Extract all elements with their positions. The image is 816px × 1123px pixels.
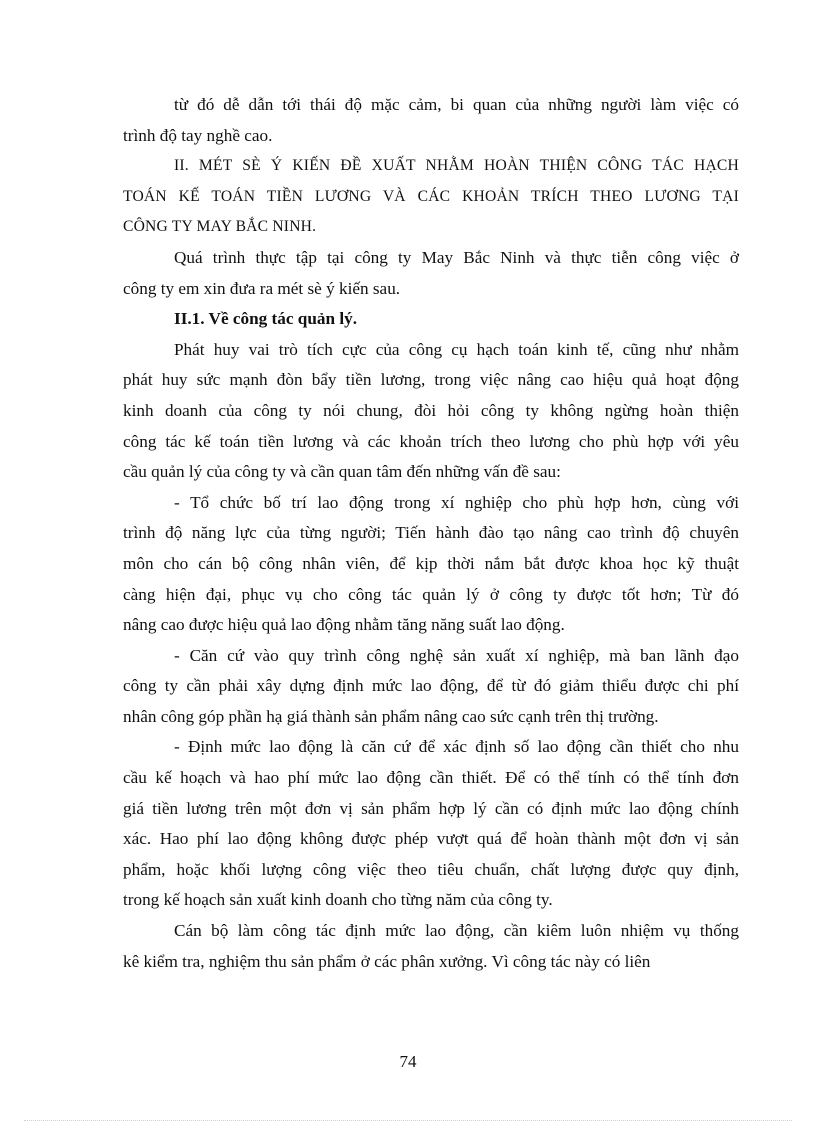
section-heading-line: CÔNG TY MAY BẮC NINH. bbox=[123, 218, 317, 236]
page-number: 74 bbox=[399, 1052, 417, 1071]
paragraph-line: Cán bộ làm công tác định mức lao động, cần kiêm luôn nhiệm vụ thống bbox=[174, 921, 739, 941]
paragraph-line: môn cho cán bộ công nhân viên, để kịp thời nắm bắt được khoa học kỹ thuật bbox=[123, 553, 739, 573]
paragraph-line: - Tổ chức bố trí lao động trong xí nghiệp cho phù hợp hơn, cùng với bbox=[174, 492, 739, 512]
subsection-heading: II.1. Về công tác quản lý. bbox=[174, 309, 358, 329]
paragraph-line: cầu kế hoạch và hao phí mức lao động cần thiết. Để có thể tính có thể tính đơn bbox=[123, 768, 739, 788]
paragraph-line: phát huy sức mạnh đòn bẩy tiền lương, trong việc nâng cao hiệu quả hoạt động bbox=[123, 370, 739, 390]
paragraph-line: trình độ tay nghề cao. bbox=[123, 125, 273, 145]
paragraph-line: nâng cao được hiệu quả lao động nhằm tăng năng suất lao động. bbox=[123, 615, 565, 635]
section-heading-line: TOÁN KẾ TOÁN TIỀN LƯƠNG VÀ CÁC KHOẢN TRÍCH THEO LƯƠNG TẠI bbox=[123, 187, 739, 205]
paragraph-line: giá tiền lương trên một đơn vị sản phẩm hợp lý cần có định mức lao động chính bbox=[123, 798, 739, 818]
paragraph-line: trong kế hoạch sản xuất kinh doanh cho từng năm của công ty. bbox=[123, 890, 553, 910]
body-text bbox=[123, 90, 739, 977]
paragraph-line: Quá trình thực tập tại công ty May Bắc Ninh và thực tiễn công việc ở bbox=[174, 247, 739, 267]
paragraph-line: nhân công góp phần hạ giá thành sản phẩm nâng cao sức cạnh trên thị trường. bbox=[123, 706, 659, 726]
paragraph-line: Phát huy vai trò tích cực của công cụ hạch toán kinh tế, cũng như nhằm bbox=[174, 339, 739, 359]
paragraph-line: công ty cần phải xây dựng định mức lao động, để từ đó giảm thiểu được chi phí bbox=[123, 676, 739, 696]
section-heading-line: II. MÉT SÈ Ý KIẾN ĐỀ XUẤT NHẰM HOÀN THIỆN CÔNG TÁC HẠCH bbox=[174, 157, 739, 175]
paragraph-line: công tác kế toán tiền lương và các khoản trích theo lương cho phù hợp với yêu bbox=[123, 431, 739, 451]
paragraph-line: xác. Hao phí lao động không được phép vượt quá để hoàn thành một đơn vị sản bbox=[123, 829, 739, 849]
paragraph-line: cầu quản lý của công ty và cần quan tâm đến những vấn đề sau: bbox=[123, 462, 561, 482]
paragraph-line: phẩm, hoặc khối lượng công việc theo tiêu chuẩn, chất lượng được quy định, bbox=[123, 859, 739, 879]
paragraph-line: trình độ năng lực của từng người; Tiến hành đào tạo nâng cao trình độ chuyên bbox=[123, 523, 739, 543]
paragraph-line: - Định mức lao động là căn cứ để xác định số lao động cần thiết cho nhu bbox=[174, 737, 739, 757]
paragraph-line: - Căn cứ vào quy trình công nghệ sản xuất xí nghiệp, mà ban lãnh đạo bbox=[174, 645, 739, 665]
paragraph-line: công ty em xin đưa ra mét sè ý kiến sau. bbox=[123, 278, 401, 298]
paragraph-line: từ đó dễ dẫn tới thái độ mặc cảm, bi quan của những người làm việc có bbox=[174, 95, 739, 114]
paragraph-line: kê kiểm tra, nghiệm thu sản phẩm ở các phân xưởng. Vì công tác này có liên bbox=[123, 951, 651, 971]
page-bottom-divider bbox=[24, 1120, 792, 1121]
paragraph-line: kinh doanh của công ty nói chung, đòi hỏi công ty không ngừng hoàn thiện bbox=[123, 400, 739, 420]
paragraph-line: càng hiện đại, phục vụ cho công tác quản lý ở công ty được tốt hơn; Từ đó bbox=[123, 584, 739, 604]
